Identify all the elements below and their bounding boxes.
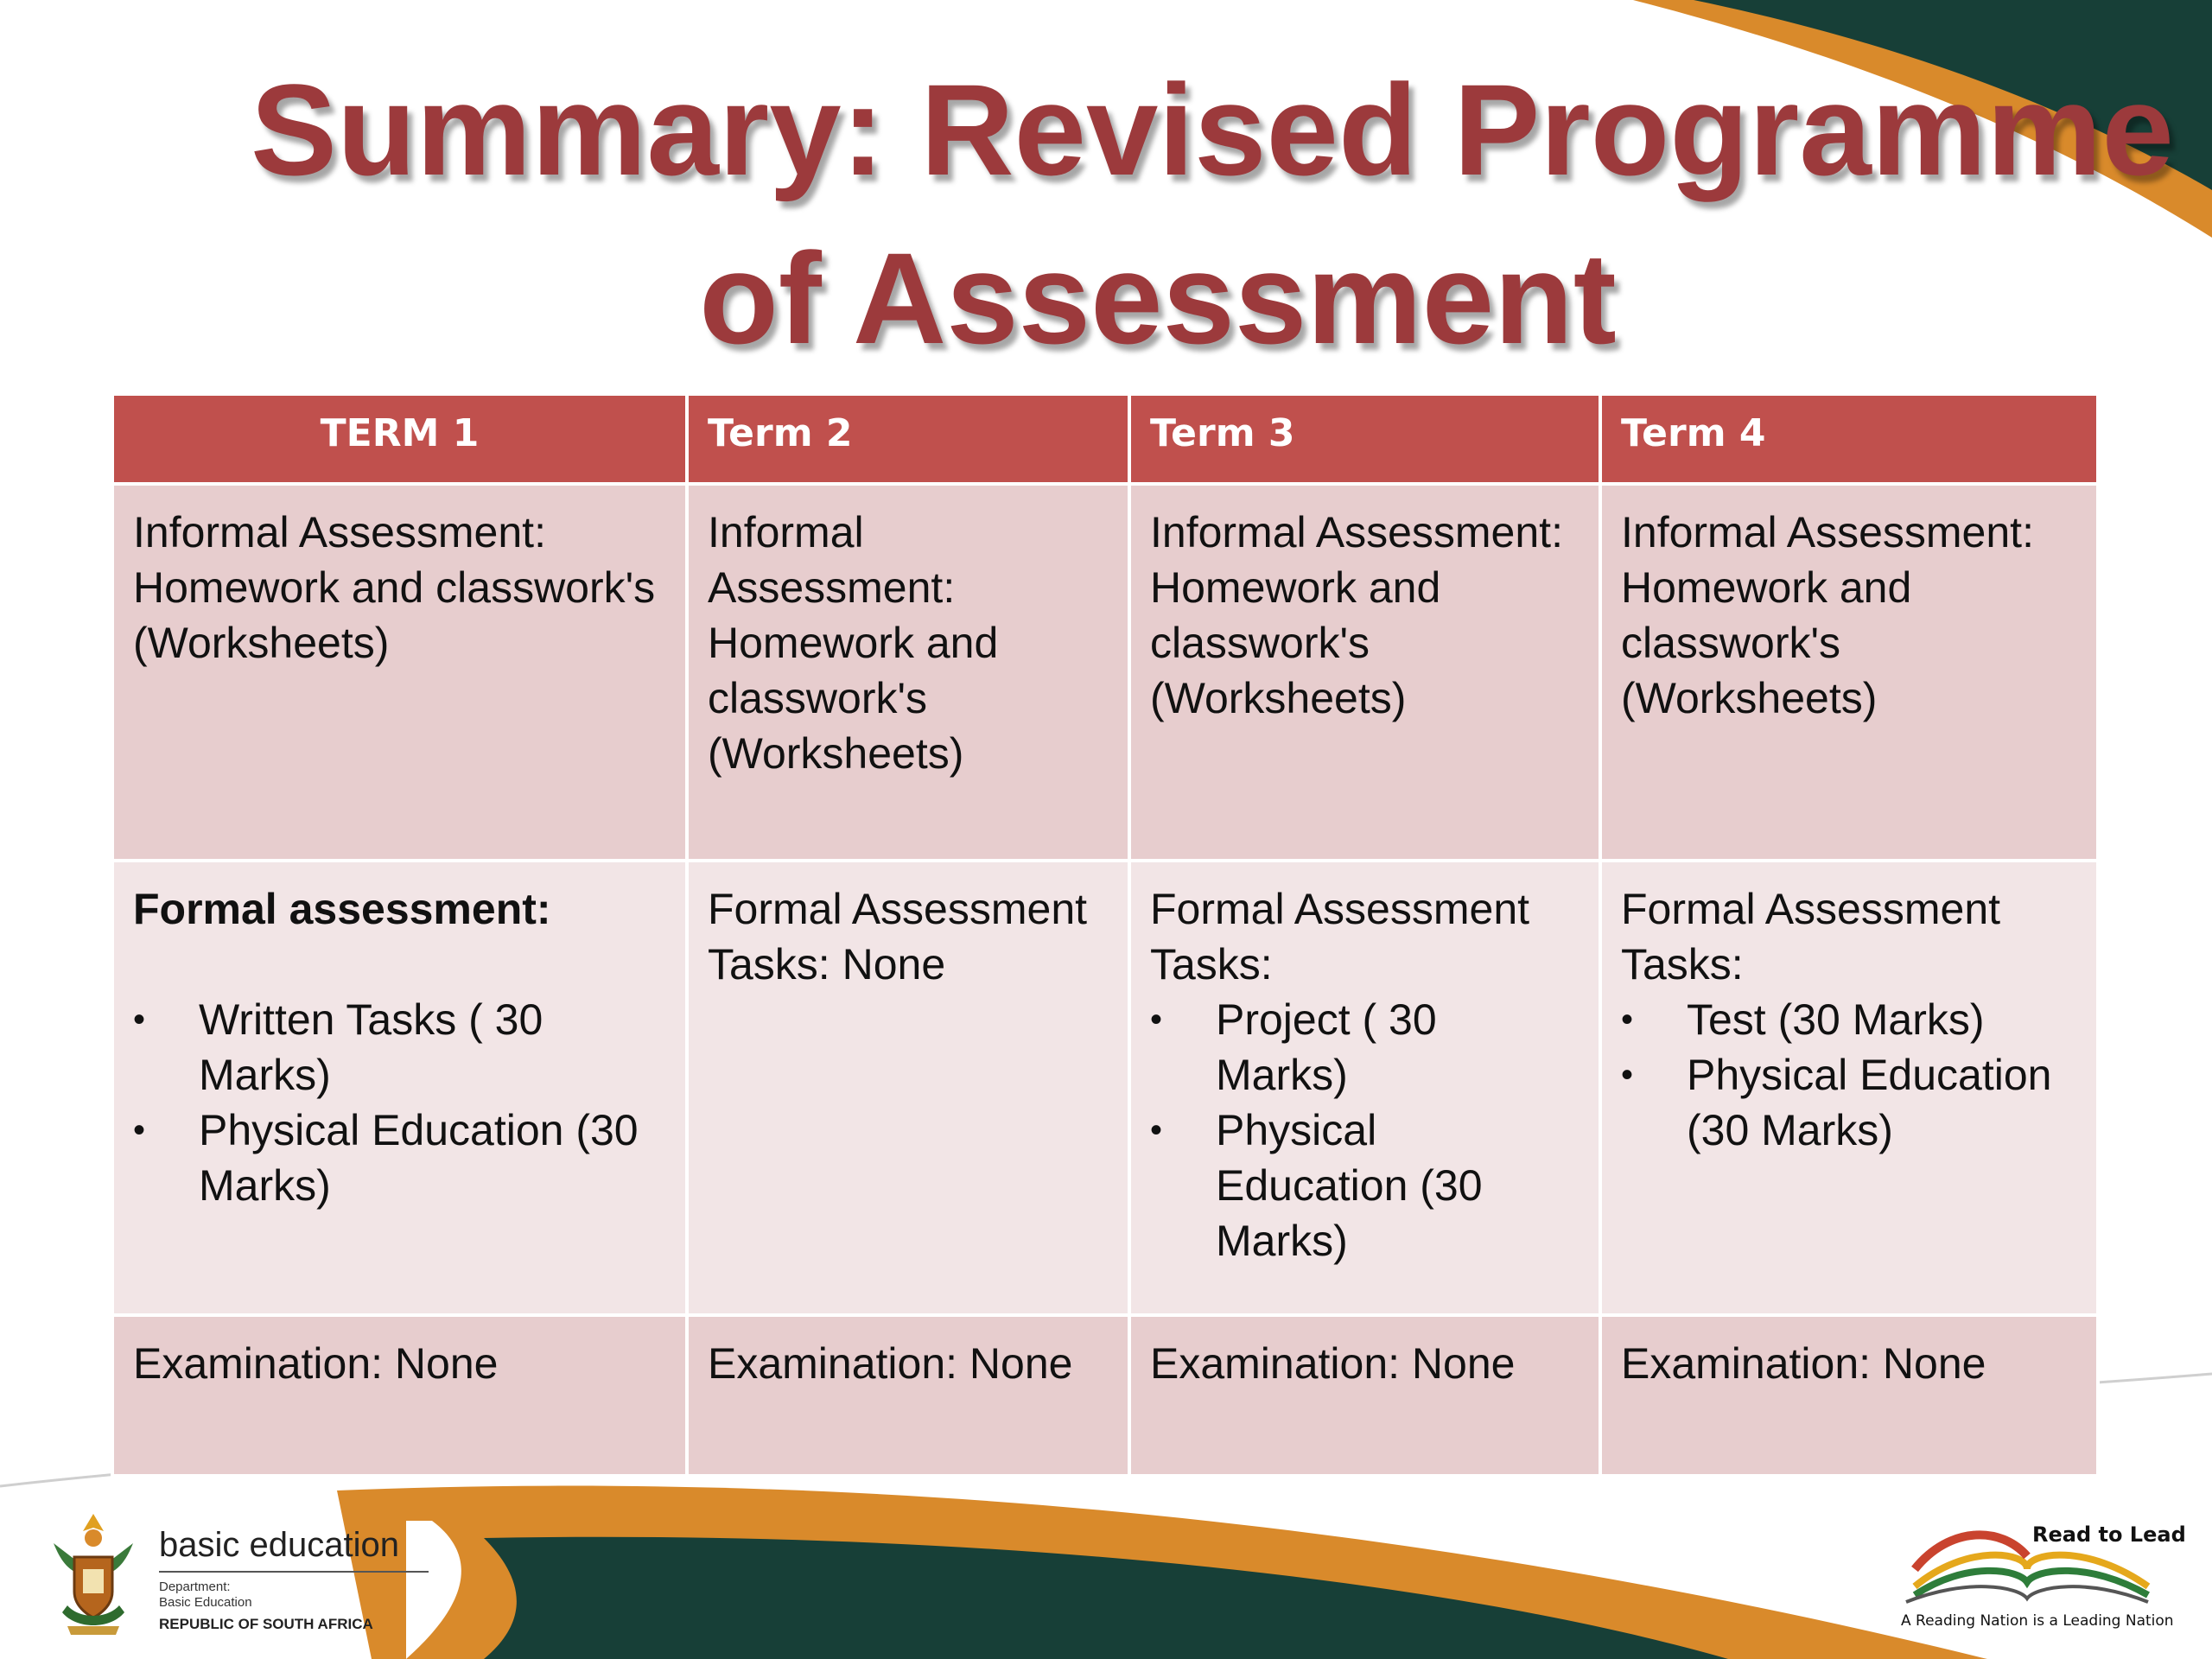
formal-term-2: Formal Assessment Tasks: None (687, 861, 1129, 1315)
exam-term-2: Examination: None (687, 1315, 1129, 1476)
table-header-row (112, 394, 2098, 484)
list-item: • Physical Education (30 Marks) (1621, 1047, 2077, 1158)
formal-assessment-row (112, 861, 2098, 1315)
examination-row (112, 1315, 2098, 1476)
rtl-tagline: A Reading Nation is a Leading Nation (1901, 1612, 2174, 1630)
dbe-country: REPUBLIC OF SOUTH AFRICA (159, 1616, 373, 1632)
informal-term-2: Informal Assessment: Homework and classwork's (Worksheets) (687, 484, 1129, 861)
rtl-title: Read to Lead (2032, 1522, 2186, 1547)
list-item: • Project ( 30 Marks) (1150, 992, 1580, 1103)
header-term-4: Term 4 (1600, 394, 2098, 484)
dbe-divider (159, 1571, 429, 1573)
read-to-lead-logo (1889, 1509, 2186, 1638)
formal-term-1-heading: Formal assessment: (133, 885, 551, 933)
dbe-dept-line-2: Basic Education (159, 1595, 252, 1610)
assessment-table (111, 392, 2100, 1478)
slide-title-line-2: of Assessment (699, 226, 1617, 371)
informal-term-1: Informal Assessment: Homework and classwork's (Worksheets) (112, 484, 687, 861)
formal-term-3 (1129, 861, 1600, 1315)
dbe-name: basic education (159, 1526, 399, 1564)
formal-term-4-list (1621, 992, 2077, 1158)
formal-term-3-list (1150, 992, 1580, 1268)
informal-assessment-row (112, 484, 2098, 861)
list-item: • Test (30 Marks) (1621, 992, 2077, 1047)
exam-term-1: Examination: None (112, 1315, 687, 1476)
list-item: • Physical Education (30 Marks) (133, 1103, 666, 1213)
coat-of-arms-icon (41, 1509, 145, 1638)
header-term-3: Term 3 (1129, 394, 1600, 484)
formal-term-4 (1600, 861, 2098, 1315)
exam-term-3: Examination: None (1129, 1315, 1600, 1476)
dbe-dept-line-1: Department: (159, 1580, 231, 1594)
formal-term-4-heading: Formal Assessment Tasks: (1621, 885, 2001, 988)
header-term-2: Term 2 (687, 394, 1129, 484)
informal-term-3: Informal Assessment: Homework and classwork's (Worksheets) (1129, 484, 1600, 861)
formal-term-1-list (133, 992, 666, 1213)
header-term-1: TERM 1 (112, 394, 687, 484)
formal-term-3-heading: Formal Assessment Tasks: (1150, 885, 1530, 988)
dbe-logo (41, 1509, 404, 1638)
list-item: • Physical Education (30 Marks) (1150, 1103, 1580, 1268)
exam-term-4: Examination: None (1600, 1315, 2098, 1476)
formal-term-1 (112, 861, 687, 1315)
informal-term-4: Informal Assessment: Homework and classwork's (Worksheets) (1600, 484, 2098, 861)
slide-title-line-1: Summary: Revised Programme (251, 57, 2174, 202)
list-item: • Written Tasks ( 30 Marks) (133, 992, 666, 1103)
